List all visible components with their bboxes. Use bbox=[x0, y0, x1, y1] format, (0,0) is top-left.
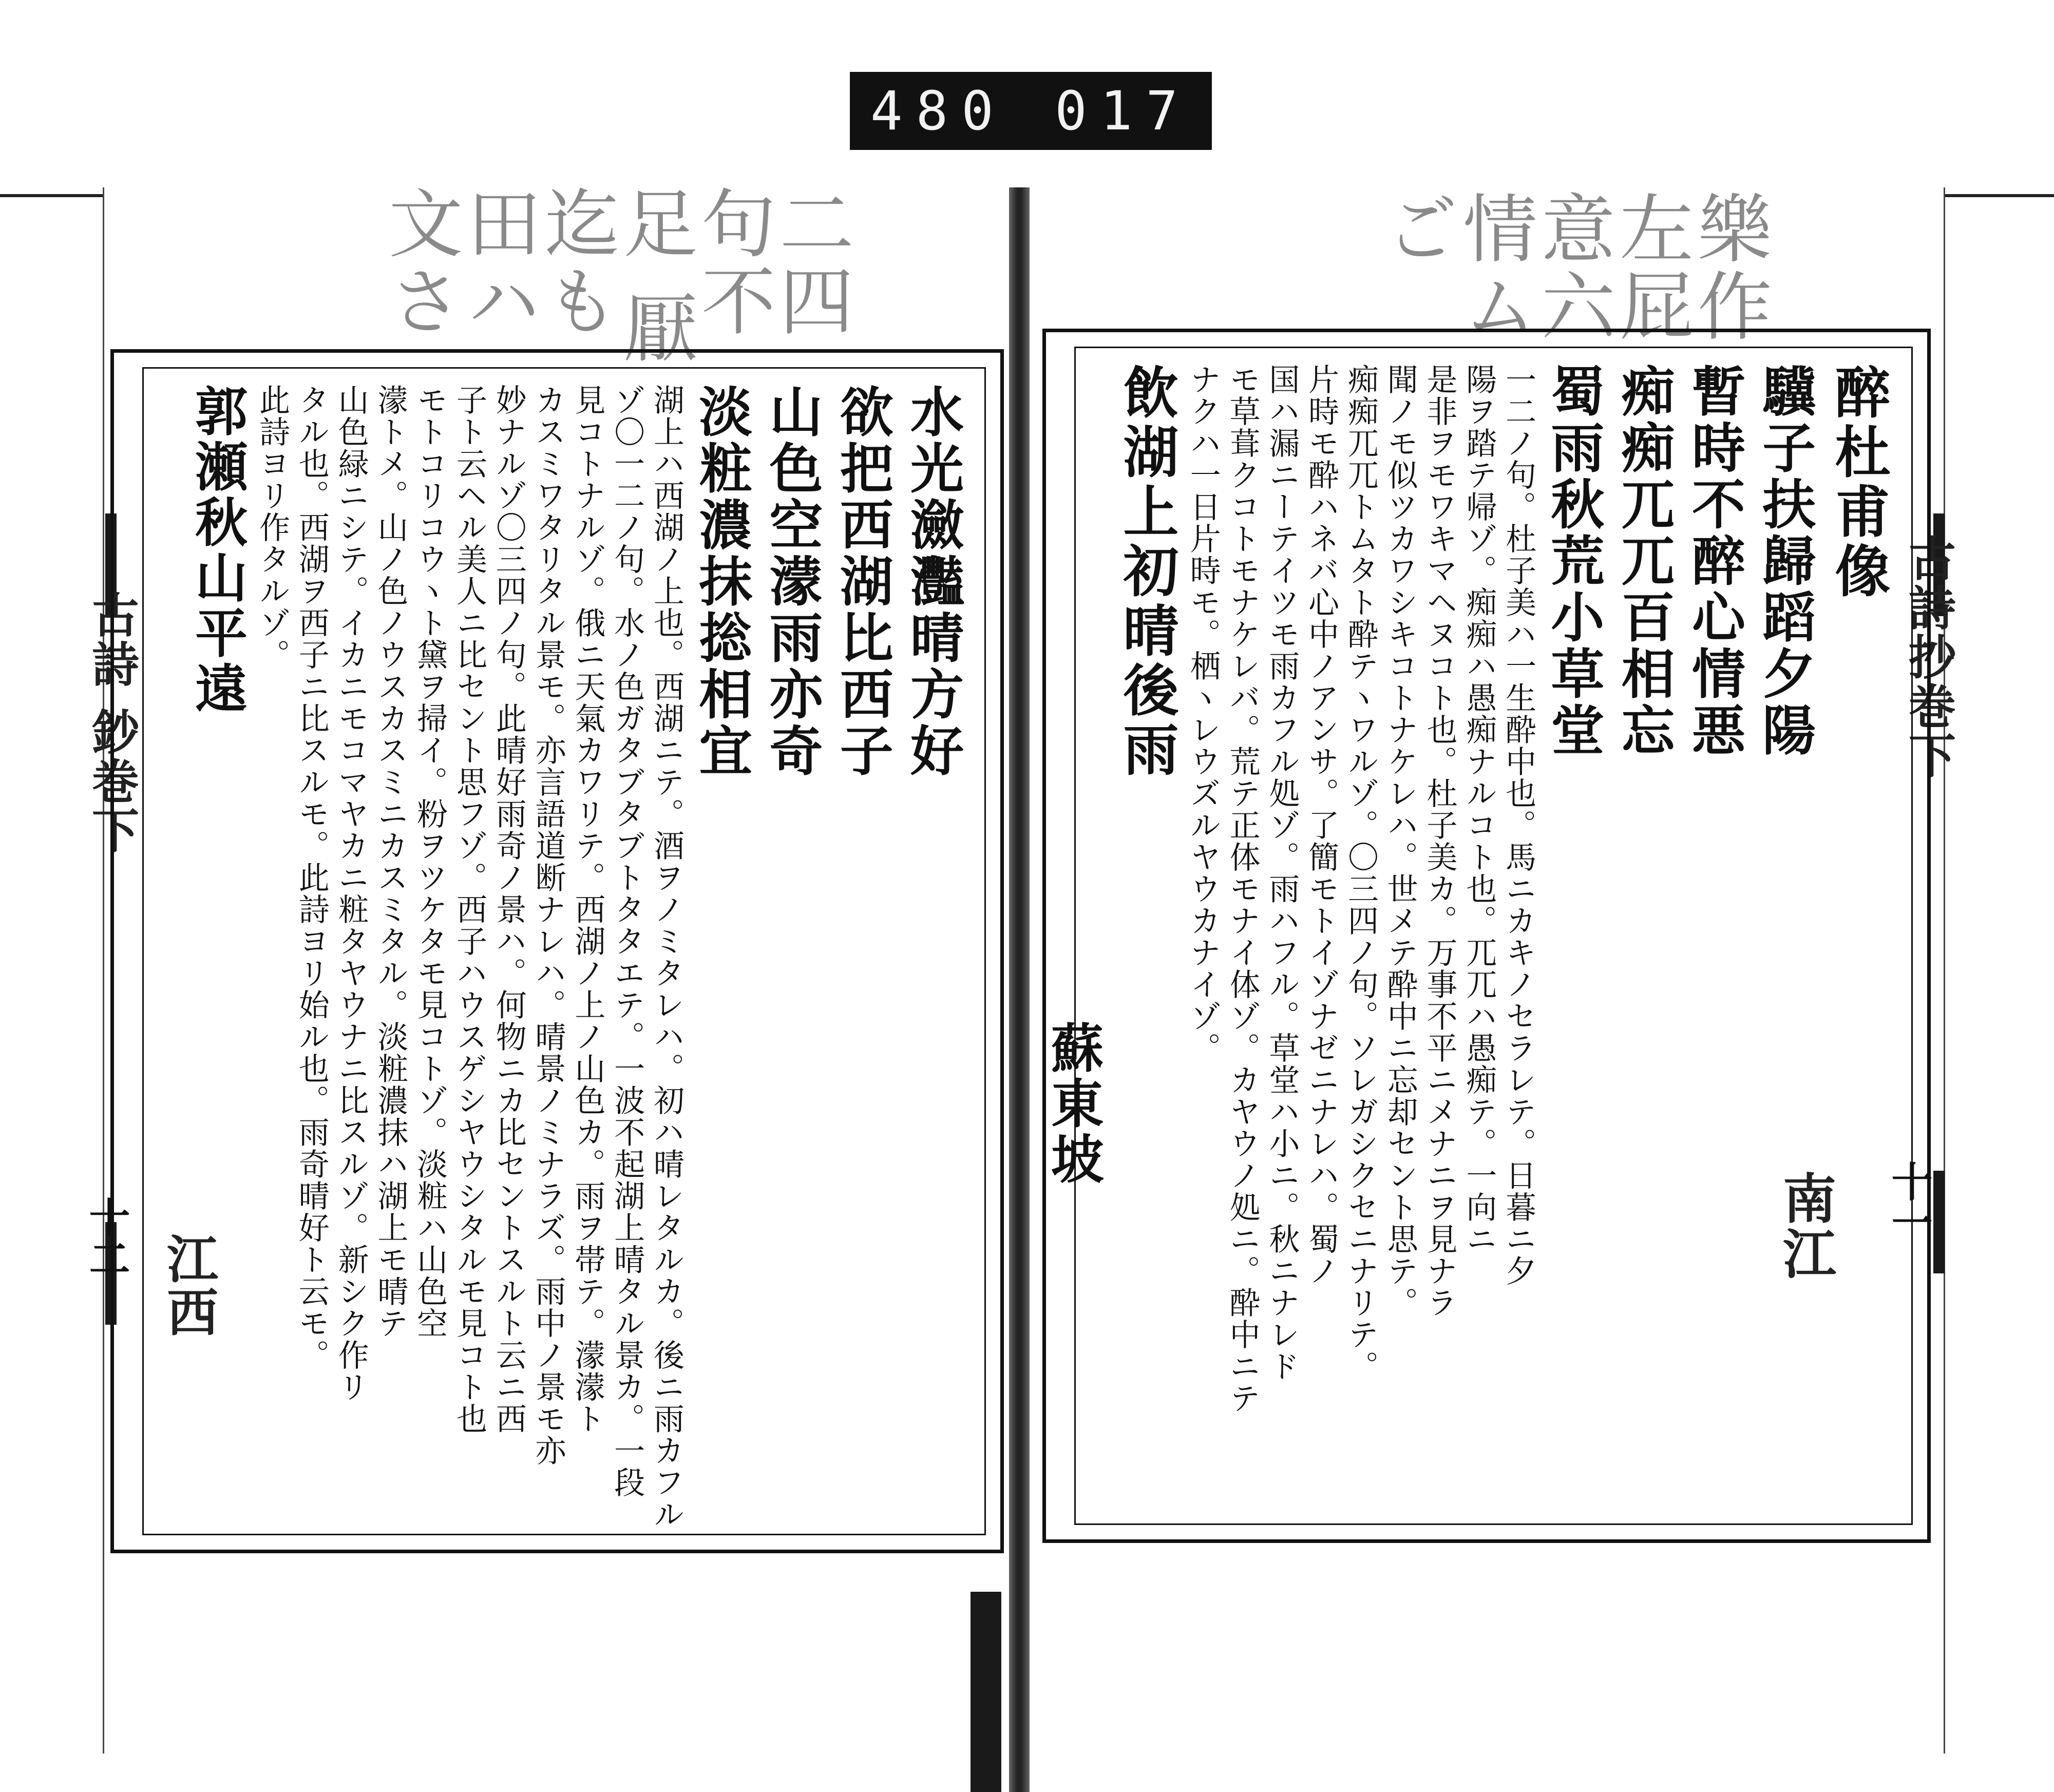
commentary-line: 聞ノモ似ツカワシキコトナケレハ。世メテ酔中ニ忘却セント思テ。 bbox=[1382, 364, 1418, 1319]
poem-author: 蘇東坡 bbox=[1042, 1021, 1105, 1187]
poem-line: 蜀雨秋荒小草堂 bbox=[1542, 364, 1605, 759]
handwritten-header-note-right: 樂作 左屁 意六 情ム ご bbox=[1372, 190, 1772, 345]
folio-number-right: 十一 bbox=[1885, 1160, 1933, 1243]
handwritten-header-note-left: 二四句不足 厭迄も 田ハ文さ bbox=[376, 185, 854, 367]
poem-line: 暫時不醉心情悪 bbox=[1682, 364, 1746, 759]
commentary-line: モトコリコウヽト黛ヲ掃イ。粉ヲツケタモ見コトゾ。淡粧ハ山色空 bbox=[412, 384, 448, 1339]
poem-title: 醉杜甫像 bbox=[1825, 364, 1890, 602]
archive-label-right: 017 bbox=[1055, 80, 1191, 142]
poem-line: 水光瀲灩晴方好 bbox=[901, 384, 964, 779]
poem-line: 淡粧濃抹捴相宜 bbox=[690, 384, 753, 779]
commentary-line: ゾ〇一二ノ句。水ノ色ガタブタブトタタエテ。一波不起湖上晴タル景カ。一段 bbox=[609, 384, 645, 1498]
side-title-right: 古詩抄巻下 bbox=[1901, 534, 1956, 780]
archive-label-left: 480 bbox=[870, 80, 1007, 142]
commentary-line: 濛トメ。山ノ色ノウスカスミニカスミタル。淡粧濃抹ハ湖上モ晴テ bbox=[372, 384, 409, 1339]
commentary-line: 痴痴兀兀トムタト酔テヽワルゾ。〇三四ノ句。ソレガシクセニナリテ。 bbox=[1342, 364, 1379, 1382]
left-page-inner bbox=[142, 367, 986, 1535]
poem-line: 痴痴兀兀百相忘 bbox=[1612, 364, 1676, 759]
poem-title: 飲湖上初晴後雨 bbox=[1113, 364, 1178, 780]
commentary-line: 見コトナルゾ。俄ニ天氣カワリテ。西湖ノ上ノ山色カ。雨ヲ帯テ。濛濛ト bbox=[569, 384, 606, 1435]
poem-line: 山色空濛雨亦奇 bbox=[760, 384, 824, 779]
commentary-line: カスミワタリタル景モ。亦言語道断ナレハ。晴景ノミナラズ。雨中ノ景モ亦 bbox=[530, 384, 566, 1466]
author-origin: 江西 bbox=[158, 1232, 219, 1339]
commentary-line: 是非ヲモワキマヘヌコト也。杜子美カ。万事不平ニメナニヲ見ナラ bbox=[1421, 364, 1458, 1319]
commentary-line: 国ハ漏ニーテイツモ雨カフル処ゾ。雨ハフル。草堂ハ小ニ。秋ニナレド bbox=[1264, 364, 1300, 1382]
poem-line: 欲把西湖比西子 bbox=[830, 384, 894, 779]
commentary-line: タル也。西湖ヲ西子ニ比スルモ。此詩ヨリ始ル也。雨奇晴好ト云モ。 bbox=[293, 384, 330, 1371]
poem-line: 驥子扶歸蹈夕陽 bbox=[1753, 364, 1817, 759]
commentary-line: 此詩ヨリ作タルゾ。 bbox=[254, 384, 290, 671]
folio-number-left: 十二 bbox=[82, 1196, 130, 1279]
commentary-line: 片時モ酔ハネバ心中ノアンサ。了簡モトイゾナゼニナレハ。蜀ノ bbox=[1303, 364, 1340, 1287]
commentary-line: 妙ナルゾ〇三四ノ句。此晴好雨奇ノ景ハ。何物ニカ比セントスルト云ニ西 bbox=[490, 384, 527, 1435]
commentary-line: 山色緑ニシテ。イカニモコマヤカニ粧タヤウナニ比スルゾ。新シク作リ bbox=[333, 384, 369, 1403]
left-page-text bbox=[160, 384, 968, 1530]
commentary-line: モ草葺クコトモナケレバ。荒テ正体モナイ体ゾ。カヤウノ処ニ。酔中ニテ bbox=[1224, 364, 1261, 1414]
commentary-line: 湖上ハ西湖ノ上也。西湖ニテ。酒ヲノミタレハ。初ハ晴レタルカ。後ニ雨カフル bbox=[648, 384, 684, 1530]
commentary-line: 子ト云ヘル美人ニ比セント思フゾ。西子ハウスゲシヤウシタルモ見コト也 bbox=[451, 384, 487, 1435]
poem-attribution: 南江 bbox=[1774, 1171, 1837, 1282]
gutter-notch bbox=[971, 1592, 1001, 1792]
commentary-line: ナクハ一日片時モ。栖ヽレウズルヤウカナイゾ。 bbox=[1185, 364, 1221, 1064]
commentary-line: 一二ノ句。杜子美ハ一生酔中也。馬ニカキノセラレテ。日暮ニ夕 bbox=[1500, 364, 1537, 1287]
commentary-line: 陽ヲ踏テ帰ゾ。痴痴ハ愚痴ナルコト也。兀兀ハ愚痴テ。一向ニ bbox=[1461, 364, 1497, 1255]
left-page-frame bbox=[110, 349, 1004, 1553]
archive-label-bar bbox=[850, 72, 1212, 150]
poem-author: 郭瀬秋山平遠 bbox=[186, 384, 249, 717]
side-title-left: 古詩 鈔巻下 bbox=[84, 590, 140, 856]
book-gutter bbox=[1009, 187, 1030, 1792]
